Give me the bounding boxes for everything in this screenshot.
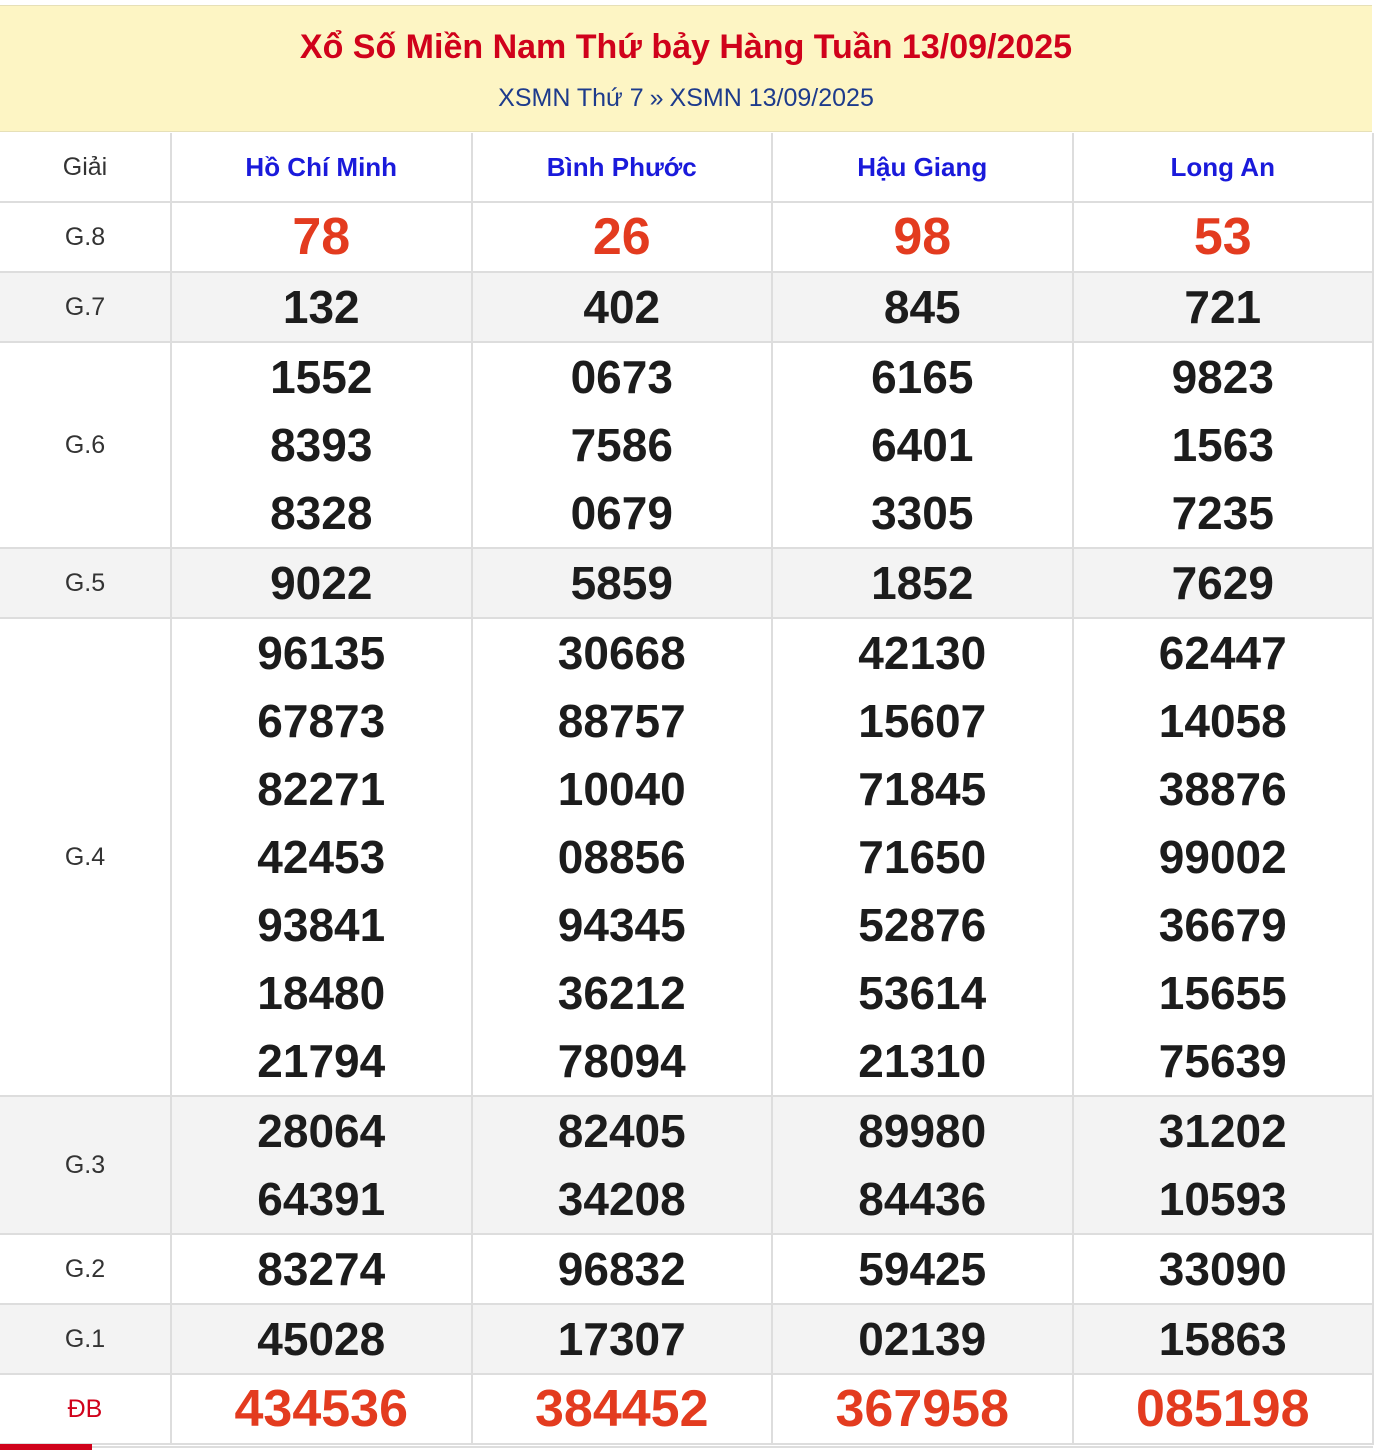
special-prize-number: 384452 bbox=[534, 1380, 709, 1438]
prize-number: 8328 bbox=[270, 487, 373, 539]
prize-cell bbox=[772, 202, 1073, 272]
prize-number: 62447 bbox=[1158, 627, 1287, 679]
prize-cell bbox=[472, 1096, 773, 1234]
prize-number: 0673 bbox=[570, 351, 673, 403]
prize-cell bbox=[772, 1374, 1073, 1444]
prize-number: 26 bbox=[592, 208, 651, 266]
prize-number: 78 bbox=[292, 208, 351, 266]
prize-number: 99002 bbox=[1158, 831, 1287, 883]
breadcrumb-link-date[interactable]: XSMN 13/09/2025 bbox=[669, 84, 874, 112]
prize-number: 845 bbox=[883, 281, 961, 333]
prize-label: G.7 bbox=[0, 272, 171, 342]
prize-number: 93841 bbox=[257, 899, 386, 951]
prize-number: 36679 bbox=[1158, 899, 1287, 951]
prize-label: G.1 bbox=[0, 1304, 171, 1374]
province-header-ho-chi-minh[interactable]: Hồ Chí Minh bbox=[171, 133, 472, 202]
prize-number: 42453 bbox=[257, 831, 386, 883]
prize-number: 82271 bbox=[257, 763, 386, 815]
prize-number: 52876 bbox=[858, 899, 987, 951]
prize-number: 1563 bbox=[1171, 419, 1274, 471]
prize-number: 36212 bbox=[557, 967, 686, 1019]
prize-row bbox=[0, 1096, 1373, 1234]
prize-row bbox=[0, 1304, 1373, 1374]
prize-cell bbox=[472, 272, 773, 342]
prize-number: 31202 bbox=[1158, 1105, 1287, 1157]
prize-cell bbox=[1073, 618, 1374, 1096]
prize-number: 14058 bbox=[1158, 695, 1287, 747]
prize-number: 33090 bbox=[1158, 1243, 1287, 1295]
prize-number: 15655 bbox=[1158, 967, 1287, 1019]
prize-cell bbox=[1073, 1304, 1374, 1374]
results-header bbox=[0, 5, 1372, 132]
prize-cell bbox=[772, 1234, 1073, 1304]
prize-cell bbox=[1073, 548, 1374, 618]
prize-number: 9823 bbox=[1171, 351, 1274, 403]
prize-cell bbox=[772, 272, 1073, 342]
prize-cell bbox=[1073, 272, 1374, 342]
prize-cell bbox=[1073, 1374, 1374, 1444]
prize-number: 6401 bbox=[871, 419, 974, 471]
prize-number: 34208 bbox=[557, 1173, 686, 1225]
prize-number: 53614 bbox=[858, 967, 987, 1019]
prize-label: G.5 bbox=[0, 548, 171, 618]
prize-number: 15607 bbox=[858, 695, 987, 747]
prize-number: 17307 bbox=[557, 1313, 686, 1365]
prize-number: 98 bbox=[893, 208, 952, 266]
prize-cell bbox=[472, 1234, 773, 1304]
prize-cell bbox=[772, 548, 1073, 618]
table-header-row bbox=[0, 133, 1373, 202]
prize-number: 10593 bbox=[1158, 1173, 1287, 1225]
prize-number: 88757 bbox=[557, 695, 686, 747]
bottom-divider bbox=[92, 1446, 1373, 1448]
prize-cell bbox=[1073, 202, 1374, 272]
prize-cell bbox=[171, 548, 472, 618]
prize-number: 38876 bbox=[1158, 763, 1287, 815]
prize-number: 402 bbox=[583, 281, 661, 333]
prize-number: 82405 bbox=[557, 1105, 686, 1157]
prize-number: 7586 bbox=[570, 419, 673, 471]
prize-number: 02139 bbox=[858, 1313, 987, 1365]
prize-row bbox=[0, 1234, 1373, 1304]
prize-label: G.4 bbox=[0, 618, 171, 1096]
prize-cell bbox=[472, 342, 773, 548]
prize-number: 15863 bbox=[1158, 1313, 1287, 1365]
prize-number: 42130 bbox=[858, 627, 987, 679]
prize-cell bbox=[171, 1096, 472, 1234]
prize-cell bbox=[472, 618, 773, 1096]
prize-cell bbox=[1073, 342, 1374, 548]
prize-row bbox=[0, 1374, 1373, 1444]
prize-cell bbox=[472, 202, 773, 272]
prize-number: 0679 bbox=[570, 487, 673, 539]
prize-number: 28064 bbox=[257, 1105, 386, 1157]
prize-number: 96135 bbox=[257, 627, 386, 679]
special-prize-number: 085198 bbox=[1135, 1380, 1310, 1438]
prize-number: 96832 bbox=[557, 1243, 686, 1295]
page-title: Xổ Số Miền Nam Thứ bảy Hàng Tuần 13/09/2025 bbox=[299, 28, 1073, 66]
prize-label: G.2 bbox=[0, 1234, 171, 1304]
province-header-binh-phuoc[interactable]: Bình Phước bbox=[472, 133, 773, 202]
province-header-hau-giang[interactable]: Hậu Giang bbox=[772, 133, 1073, 202]
special-prize-number: 367958 bbox=[835, 1380, 1010, 1438]
prize-number: 08856 bbox=[557, 831, 686, 883]
prize-label: G.6 bbox=[0, 342, 171, 548]
breadcrumb-separator: » bbox=[649, 84, 664, 112]
prize-cell bbox=[772, 1304, 1073, 1374]
province-header-long-an[interactable]: Long An bbox=[1073, 133, 1374, 202]
prize-number: 1852 bbox=[871, 557, 974, 609]
prize-row bbox=[0, 202, 1373, 272]
prize-row bbox=[0, 618, 1373, 1096]
prize-number: 45028 bbox=[257, 1313, 386, 1365]
prize-label: G.3 bbox=[0, 1096, 171, 1234]
prize-number: 9022 bbox=[270, 557, 373, 609]
prize-number: 21794 bbox=[257, 1035, 386, 1087]
prize-number: 3305 bbox=[871, 487, 974, 539]
prize-number: 6165 bbox=[871, 351, 974, 403]
prize-number: 7629 bbox=[1171, 557, 1274, 609]
prize-number: 71845 bbox=[858, 763, 987, 815]
prize-number: 89980 bbox=[858, 1105, 987, 1157]
prize-number: 8393 bbox=[270, 419, 373, 471]
prize-cell bbox=[171, 342, 472, 548]
prize-number: 84436 bbox=[858, 1173, 987, 1225]
prize-number: 132 bbox=[282, 281, 360, 333]
prize-cell bbox=[171, 1374, 472, 1444]
prize-rows bbox=[0, 202, 1373, 1444]
prize-number: 10040 bbox=[557, 763, 686, 815]
prize-cell bbox=[772, 342, 1073, 548]
prize-column-header: Giải bbox=[0, 133, 171, 202]
prize-label: ĐB bbox=[0, 1374, 171, 1444]
prize-row bbox=[0, 548, 1373, 618]
prize-number: 1552 bbox=[270, 351, 373, 403]
prize-label: G.8 bbox=[0, 202, 171, 272]
prize-number: 64391 bbox=[257, 1173, 386, 1225]
prize-cell bbox=[171, 272, 472, 342]
breadcrumb bbox=[0, 84, 1372, 113]
prize-number: 83274 bbox=[257, 1243, 386, 1295]
prize-cell bbox=[472, 1304, 773, 1374]
prize-cell bbox=[1073, 1234, 1374, 1304]
prize-row bbox=[0, 272, 1373, 342]
prize-number: 18480 bbox=[257, 967, 386, 1019]
results-table bbox=[0, 133, 1374, 1445]
prize-number: 71650 bbox=[858, 831, 987, 883]
prize-cell bbox=[772, 1096, 1073, 1234]
prize-cell bbox=[472, 1374, 773, 1444]
prize-number: 67873 bbox=[257, 695, 386, 747]
bottom-accent-bar bbox=[0, 1444, 92, 1450]
prize-number: 30668 bbox=[557, 627, 686, 679]
prize-number: 94345 bbox=[557, 899, 686, 951]
prize-number: 78094 bbox=[557, 1035, 686, 1087]
prize-number: 721 bbox=[1184, 281, 1262, 333]
prize-number: 59425 bbox=[858, 1243, 987, 1295]
prize-cell bbox=[171, 1304, 472, 1374]
prize-cell bbox=[171, 618, 472, 1096]
prize-cell bbox=[1073, 1096, 1374, 1234]
prize-number: 75639 bbox=[1158, 1035, 1287, 1087]
prize-number: 7235 bbox=[1171, 487, 1274, 539]
prize-cell bbox=[472, 548, 773, 618]
prize-cell bbox=[772, 618, 1073, 1096]
breadcrumb-link-weekday[interactable]: XSMN Thứ 7 bbox=[498, 84, 644, 112]
prize-cell bbox=[171, 1234, 472, 1304]
prize-number: 5859 bbox=[570, 557, 673, 609]
prize-number: 53 bbox=[1193, 208, 1252, 266]
special-prize-number: 434536 bbox=[234, 1380, 409, 1438]
prize-cell bbox=[171, 202, 472, 272]
prize-number: 21310 bbox=[858, 1035, 987, 1087]
prize-row bbox=[0, 342, 1373, 548]
